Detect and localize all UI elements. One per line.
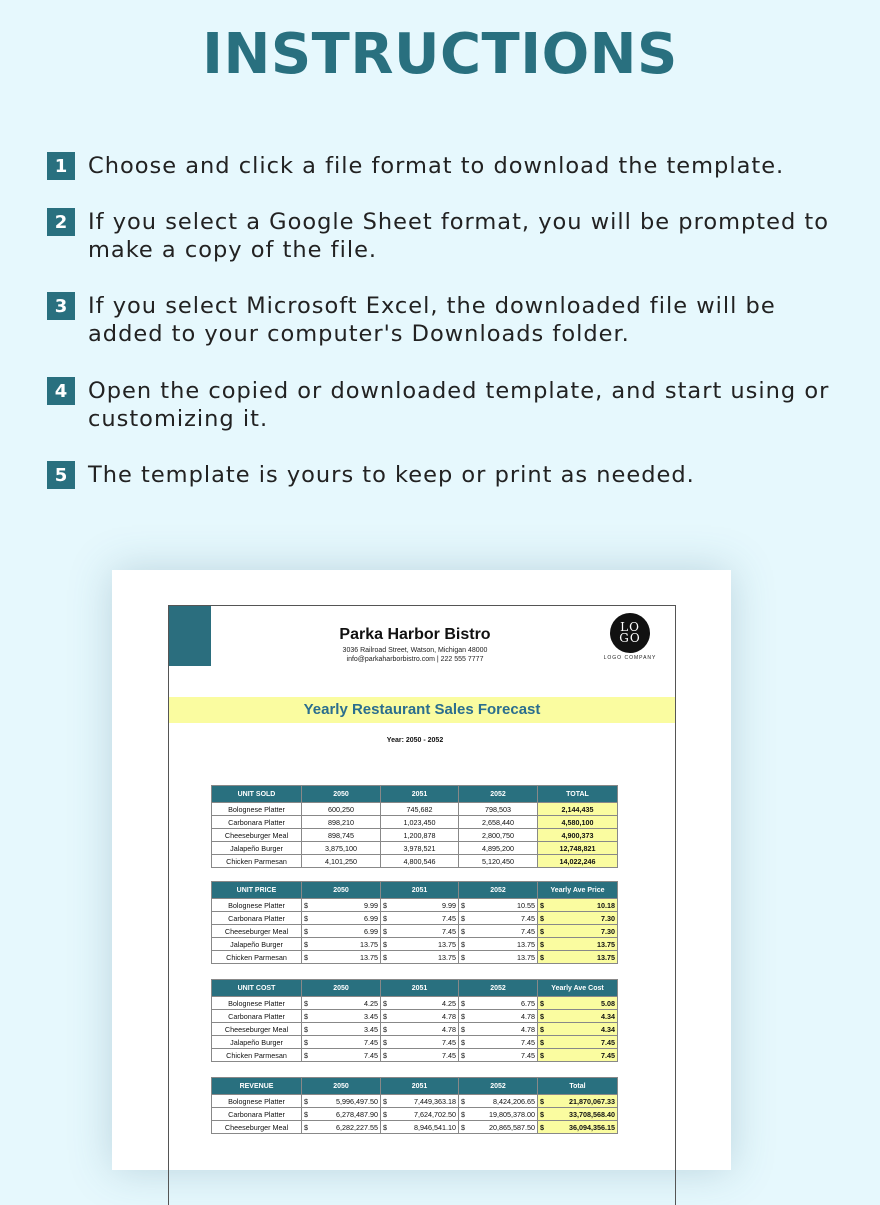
table-header-cell: 2050 — [302, 1078, 381, 1095]
total-cell: 14,022,246 — [538, 855, 618, 868]
value-cell: 3,875,100 — [302, 842, 381, 855]
page-title: INSTRUCTIONS — [202, 22, 678, 87]
cell-value: 7.45 — [601, 1050, 615, 1060]
table-header-cell: 2050 — [302, 882, 381, 899]
currency-symbol: $ — [304, 900, 308, 910]
table-header-cell: Total — [538, 1078, 618, 1095]
logo-company-text: LOGO COMPANY — [603, 655, 657, 661]
cell-value: 7,624,702.50 — [414, 1109, 456, 1119]
forecast-table — [211, 1077, 618, 1134]
row-label: Bolognese Platter — [212, 803, 302, 816]
total-cell — [538, 1049, 618, 1062]
value-cell — [302, 1036, 381, 1049]
table-row — [212, 1049, 618, 1062]
currency-symbol: $ — [540, 952, 544, 962]
table-header-cell: 2051 — [381, 1078, 459, 1095]
cell-value: 4.78 — [442, 1011, 456, 1021]
cell-value: 13.75 — [438, 939, 456, 949]
total-cell: 2,144,435 — [538, 803, 618, 816]
row-label: Cheeseburger Meal — [212, 829, 302, 842]
cell-value: 6.75 — [521, 998, 535, 1008]
value-cell: 798,503 — [459, 803, 538, 816]
step-text: If you select a Google Sheet format, you will be prompted to make a copy of the file. — [88, 209, 829, 263]
cell-value: 6.99 — [364, 926, 378, 936]
currency-symbol: $ — [383, 913, 387, 923]
currency-symbol: $ — [461, 1024, 465, 1034]
currency-symbol: $ — [461, 1011, 465, 1021]
value-cell — [459, 938, 538, 951]
cell-value: 7,449,363.18 — [414, 1096, 456, 1106]
cell-value: 7.45 — [442, 913, 456, 923]
currency-symbol: $ — [540, 1037, 544, 1047]
cell-value: 7.45 — [521, 1050, 535, 1060]
cell-value: 4.78 — [521, 1024, 535, 1034]
currency-symbol: $ — [383, 998, 387, 1008]
cell-value: 10.18 — [597, 900, 615, 910]
value-cell: 3,978,521 — [381, 842, 459, 855]
value-cell — [459, 1049, 538, 1062]
row-label: Cheeseburger Meal — [212, 925, 302, 938]
cell-value: 9.99 — [364, 900, 378, 910]
total-cell — [538, 938, 618, 951]
value-cell: 1,200,878 — [381, 829, 459, 842]
value-cell — [459, 1121, 538, 1134]
currency-symbol: $ — [540, 1122, 544, 1132]
cell-value: 13.75 — [360, 952, 378, 962]
step-number-badge: 5 — [47, 461, 75, 489]
currency-symbol: $ — [540, 1024, 544, 1034]
value-cell — [459, 997, 538, 1010]
value-cell — [381, 938, 459, 951]
total-cell — [538, 1121, 618, 1134]
total-cell — [538, 925, 618, 938]
cell-value: 33,708,568.40 — [569, 1109, 615, 1119]
currency-symbol: $ — [383, 952, 387, 962]
total-cell — [538, 1023, 618, 1036]
value-cell — [302, 899, 381, 912]
table-header-cell: 2052 — [459, 1078, 538, 1095]
value-cell — [459, 1095, 538, 1108]
currency-symbol: $ — [304, 1024, 308, 1034]
cell-value: 20,865,587.50 — [489, 1122, 535, 1132]
cell-value: 7.30 — [601, 913, 615, 923]
table-row — [212, 899, 618, 912]
row-label: Chicken Parmesan — [212, 1049, 302, 1062]
row-label: Carbonara Platter — [212, 1108, 302, 1121]
cell-value: 19,805,378.00 — [489, 1109, 535, 1119]
instruction-step — [47, 292, 848, 348]
cell-value: 7.30 — [601, 926, 615, 936]
table-row — [212, 912, 618, 925]
step-text: If you select Microsoft Excel, the downloaded file will be added to your computer's Downloads folder. — [88, 293, 776, 347]
currency-symbol: $ — [304, 998, 308, 1008]
table-header-cell: Yearly Ave Cost — [538, 980, 618, 997]
row-label: Bolognese Platter — [212, 997, 302, 1010]
row-label: Bolognese Platter — [212, 1095, 302, 1108]
row-label: Jalapeño Burger — [212, 1036, 302, 1049]
table-row — [212, 829, 618, 842]
cell-value: 4.25 — [442, 998, 456, 1008]
currency-symbol: $ — [540, 939, 544, 949]
step-number-badge: 1 — [47, 152, 75, 180]
row-label: Chicken Parmesan — [212, 951, 302, 964]
total-cell — [538, 912, 618, 925]
step-text: The template is yours to keep or print as needed. — [88, 462, 695, 488]
total-cell — [538, 997, 618, 1010]
value-cell — [302, 912, 381, 925]
company-address: 3036 Railroad Street, Watson, Michigan 48000 — [342, 647, 488, 654]
table-header-cell: UNIT SOLD — [212, 786, 302, 803]
currency-symbol: $ — [461, 939, 465, 949]
cell-value: 13.75 — [597, 939, 615, 949]
total-cell: 4,900,373 — [538, 829, 618, 842]
currency-symbol: $ — [304, 913, 308, 923]
company-contact: info@parkaharborbistro.com | 222 555 7777 — [346, 656, 484, 663]
table-row — [212, 1095, 618, 1108]
forecast-table — [211, 979, 618, 1062]
value-cell — [459, 1036, 538, 1049]
value-cell — [381, 1049, 459, 1062]
value-cell: 4,895,200 — [459, 842, 538, 855]
step-number-badge: 4 — [47, 377, 75, 405]
currency-symbol: $ — [383, 1096, 387, 1106]
table-row — [212, 816, 618, 829]
value-cell — [381, 1036, 459, 1049]
value-cell — [381, 951, 459, 964]
total-cell — [538, 1010, 618, 1023]
total-cell — [538, 899, 618, 912]
cell-value: 13.75 — [360, 939, 378, 949]
table-header-cell: TOTAL — [538, 786, 618, 803]
value-cell — [381, 997, 459, 1010]
currency-symbol: $ — [383, 1109, 387, 1119]
currency-symbol: $ — [304, 1050, 308, 1060]
currency-symbol: $ — [383, 1011, 387, 1021]
total-cell — [538, 1036, 618, 1049]
cell-value: 7.45 — [442, 1037, 456, 1047]
cell-value: 4.25 — [364, 998, 378, 1008]
value-cell — [302, 938, 381, 951]
step-text: Choose and click a file format to download the template. — [88, 153, 785, 179]
currency-symbol: $ — [383, 1122, 387, 1132]
value-cell: 4,101,250 — [302, 855, 381, 868]
table-row — [212, 1023, 618, 1036]
cell-value: 8,946,541.10 — [414, 1122, 456, 1132]
total-cell — [538, 951, 618, 964]
currency-symbol: $ — [304, 1011, 308, 1021]
cell-value: 7.45 — [601, 1037, 615, 1047]
row-label: Carbonara Platter — [212, 816, 302, 829]
company-name: Parka Harbor Bistro — [339, 626, 491, 643]
cell-value: 7.45 — [521, 926, 535, 936]
step-text: Open the copied or downloaded template, and start using or customizing it. — [88, 378, 830, 432]
row-label: Carbonara Platter — [212, 912, 302, 925]
currency-symbol: $ — [540, 926, 544, 936]
cell-value: 13.75 — [517, 952, 535, 962]
currency-symbol: $ — [383, 939, 387, 949]
value-cell — [302, 1095, 381, 1108]
value-cell — [381, 899, 459, 912]
value-cell — [381, 912, 459, 925]
value-cell — [459, 912, 538, 925]
cell-value: 36,094,356.15 — [569, 1122, 615, 1132]
cell-value: 13.75 — [438, 952, 456, 962]
row-label: Cheeseburger Meal — [212, 1023, 302, 1036]
row-label: Jalapeño Burger — [212, 938, 302, 951]
value-cell — [302, 1121, 381, 1134]
value-cell: 2,658,440 — [459, 816, 538, 829]
value-cell — [381, 1010, 459, 1023]
currency-symbol: $ — [304, 1096, 308, 1106]
currency-symbol: $ — [461, 926, 465, 936]
table-header-cell: REVENUE — [212, 1078, 302, 1095]
currency-symbol: $ — [383, 1024, 387, 1034]
year-range: Year: 2050 - 2052 — [386, 737, 444, 744]
value-cell — [459, 1023, 538, 1036]
forecast-table — [211, 785, 618, 868]
cell-value: 7.45 — [364, 1050, 378, 1060]
currency-symbol: $ — [304, 1122, 308, 1132]
cell-value: 8,424,206.65 — [493, 1096, 535, 1106]
instruction-step — [47, 461, 848, 489]
value-cell — [302, 1010, 381, 1023]
table-row — [212, 925, 618, 938]
total-cell — [538, 1108, 618, 1121]
value-cell — [302, 925, 381, 938]
table-row — [212, 1108, 618, 1121]
cell-value: 13.75 — [597, 952, 615, 962]
currency-symbol: $ — [540, 1011, 544, 1021]
cell-value: 21,870,067.33 — [569, 1096, 615, 1106]
cell-value: 4.78 — [442, 1024, 456, 1034]
value-cell — [459, 899, 538, 912]
cell-value: 4.78 — [521, 1011, 535, 1021]
currency-symbol: $ — [304, 952, 308, 962]
step-number-badge: 3 — [47, 292, 75, 320]
currency-symbol: $ — [461, 900, 465, 910]
value-cell: 600,250 — [302, 803, 381, 816]
currency-symbol: $ — [461, 998, 465, 1008]
instruction-step — [47, 208, 848, 264]
currency-symbol: $ — [540, 998, 544, 1008]
table-row — [212, 1121, 618, 1134]
cell-value: 3.45 — [364, 1011, 378, 1021]
table-row — [212, 1036, 618, 1049]
currency-symbol: $ — [540, 913, 544, 923]
forecast-table — [211, 881, 618, 964]
value-cell: 898,210 — [302, 816, 381, 829]
cell-value: 4.34 — [601, 1011, 615, 1021]
logo-icon: LO GO — [610, 613, 650, 653]
row-label: Carbonara Platter — [212, 1010, 302, 1023]
currency-symbol: $ — [540, 1109, 544, 1119]
cell-value: 3.45 — [364, 1024, 378, 1034]
value-cell — [302, 1023, 381, 1036]
sheet-banner-title: Yearly Restaurant Sales Forecast — [169, 697, 675, 723]
value-cell: 898,745 — [302, 829, 381, 842]
currency-symbol: $ — [383, 900, 387, 910]
currency-symbol: $ — [461, 1122, 465, 1132]
currency-symbol: $ — [304, 1037, 308, 1047]
total-cell: 4,580,100 — [538, 816, 618, 829]
currency-symbol: $ — [461, 1109, 465, 1119]
value-cell — [302, 951, 381, 964]
table-row — [212, 803, 618, 816]
value-cell — [381, 1108, 459, 1121]
table-header-cell: UNIT PRICE — [212, 882, 302, 899]
currency-symbol: $ — [540, 1050, 544, 1060]
table-header-cell: 2051 — [381, 786, 459, 803]
cell-value: 7.45 — [442, 926, 456, 936]
spreadsheet-sheet — [168, 605, 676, 1205]
currency-symbol: $ — [461, 1050, 465, 1060]
table-header-cell: 2052 — [459, 786, 538, 803]
currency-symbol: $ — [304, 1109, 308, 1119]
currency-symbol: $ — [383, 926, 387, 936]
value-cell — [381, 1121, 459, 1134]
value-cell — [459, 951, 538, 964]
cell-value: 7.45 — [442, 1050, 456, 1060]
value-cell — [459, 925, 538, 938]
value-cell: 5,120,450 — [459, 855, 538, 868]
cell-value: 6.99 — [364, 913, 378, 923]
currency-symbol: $ — [304, 926, 308, 936]
template-preview — [112, 570, 731, 1170]
cell-value: 4.34 — [601, 1024, 615, 1034]
table-header-cell: UNIT COST — [212, 980, 302, 997]
currency-symbol: $ — [540, 900, 544, 910]
row-label: Chicken Parmesan — [212, 855, 302, 868]
table-header-cell: 2050 — [302, 786, 381, 803]
instruction-step — [47, 152, 848, 180]
cell-value: 5,996,497.50 — [336, 1096, 378, 1106]
cell-value: 6,282,227.55 — [336, 1122, 378, 1132]
currency-symbol: $ — [461, 952, 465, 962]
step-number-badge: 2 — [47, 208, 75, 236]
table-header-cell: 2051 — [381, 882, 459, 899]
currency-symbol: $ — [383, 1037, 387, 1047]
cell-value: 9.99 — [442, 900, 456, 910]
cell-value: 10.55 — [517, 900, 535, 910]
table-row — [212, 997, 618, 1010]
currency-symbol: $ — [461, 913, 465, 923]
value-cell — [302, 1108, 381, 1121]
table-row — [212, 951, 618, 964]
value-cell — [381, 1095, 459, 1108]
total-cell: 12,748,821 — [538, 842, 618, 855]
table-header-cell: Yearly Ave Price — [538, 882, 618, 899]
table-row — [212, 842, 618, 855]
row-label: Jalapeño Burger — [212, 842, 302, 855]
cell-value: 7.45 — [364, 1037, 378, 1047]
table-header-cell: 2051 — [381, 980, 459, 997]
currency-symbol: $ — [383, 1050, 387, 1060]
row-label: Cheeseburger Meal — [212, 1121, 302, 1134]
value-cell: 1,023,450 — [381, 816, 459, 829]
value-cell — [302, 1049, 381, 1062]
cell-value: 13.75 — [517, 939, 535, 949]
currency-symbol: $ — [461, 1037, 465, 1047]
table-header-cell: 2052 — [459, 980, 538, 997]
cell-value: 7.45 — [521, 913, 535, 923]
table-row — [212, 938, 618, 951]
value-cell — [302, 997, 381, 1010]
table-row — [212, 1010, 618, 1023]
table-header-cell: 2050 — [302, 980, 381, 997]
value-cell — [459, 1108, 538, 1121]
value-cell — [381, 1023, 459, 1036]
value-cell — [381, 925, 459, 938]
value-cell: 2,800,750 — [459, 829, 538, 842]
currency-symbol: $ — [461, 1096, 465, 1106]
currency-symbol: $ — [304, 939, 308, 949]
currency-symbol: $ — [540, 1096, 544, 1106]
table-row — [212, 855, 618, 868]
row-label: Bolognese Platter — [212, 899, 302, 912]
value-cell — [459, 1010, 538, 1023]
cell-value: 7.45 — [521, 1037, 535, 1047]
total-cell — [538, 1095, 618, 1108]
cell-value: 5.08 — [601, 998, 615, 1008]
table-header-cell: 2052 — [459, 882, 538, 899]
value-cell: 745,682 — [381, 803, 459, 816]
cell-value: 6,278,487.90 — [336, 1109, 378, 1119]
instruction-step — [47, 377, 848, 433]
value-cell: 4,800,546 — [381, 855, 459, 868]
